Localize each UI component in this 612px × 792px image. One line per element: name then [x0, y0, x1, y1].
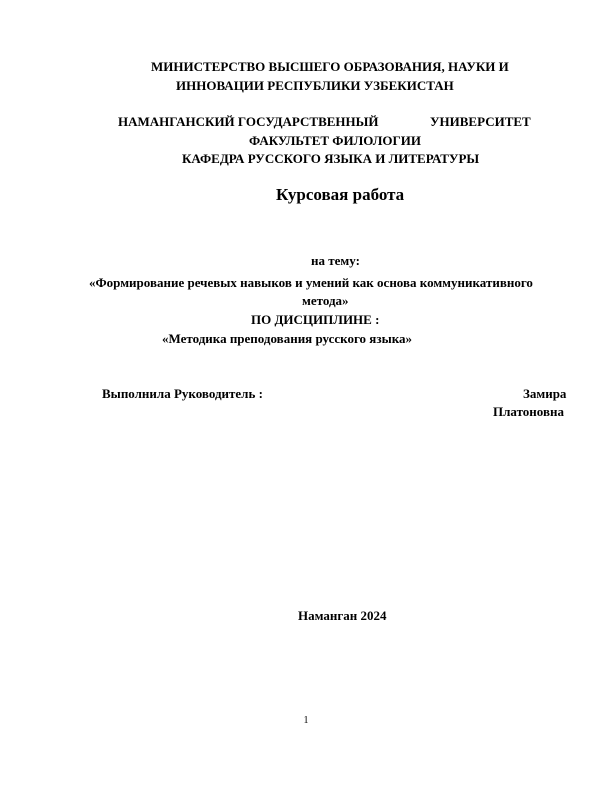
supervisor-name-line-1: Замира	[523, 386, 567, 401]
work-type-title: Курсовая работа	[276, 185, 405, 204]
discipline-name: «Методика преподования русского языка»	[162, 331, 413, 346]
topic-line-1: «Формирование речевых навыков и умений как основа коммуникативного	[89, 275, 533, 290]
city-year: Наманган 2024	[298, 608, 387, 623]
university-name-part-1: НАМАНГАНСКИЙ ГОСУДАРСТВЕННЫЙ	[118, 114, 379, 129]
topic-label: на тему:	[311, 253, 360, 268]
department-name: КАФЕДРА РУССКОГО ЯЗЫКА И ЛИТЕРАТУРЫ	[182, 151, 480, 166]
faculty-name: ФАКУЛЬТЕТ ФИЛОЛОГИИ	[249, 133, 422, 148]
page-number: 1	[303, 715, 309, 726]
topic-line-2: метода»	[302, 293, 349, 308]
ministry-line-2: ИННОВАЦИИ РЕСПУБЛИКИ УЗБЕКИСТАН	[176, 78, 454, 93]
supervisor-name-line-2: Платоновна	[493, 404, 564, 419]
discipline-label: ПО ДИСЦИПЛИНЕ :	[251, 312, 380, 327]
ministry-line-1: МИНИСТЕРСТВО ВЫСШЕГО ОБРАЗОВАНИЯ, НАУКИ И	[151, 59, 509, 74]
author-supervisor-label: Выполнила Руководитель :	[102, 386, 263, 401]
university-name-part-2: УНИВЕРСИТЕТ	[430, 114, 531, 129]
